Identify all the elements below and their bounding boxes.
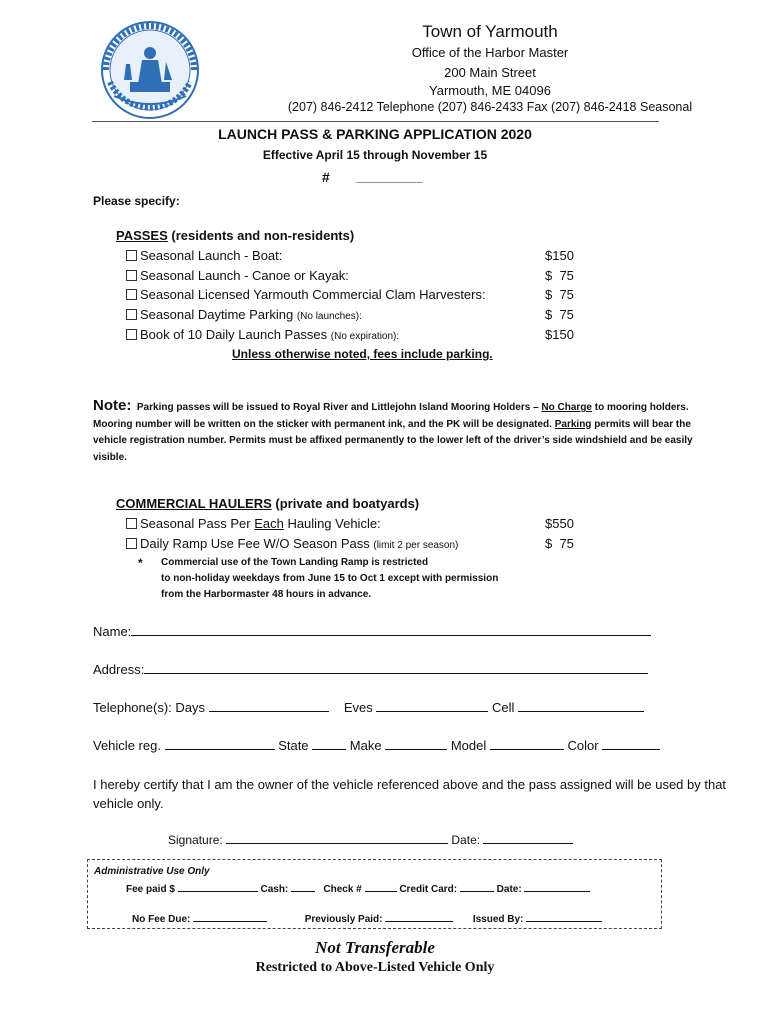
restriction-line-3: from the Harbormaster 48 hours in advance. xyxy=(161,589,372,600)
office-name: Office of the Harbor Master xyxy=(411,45,569,60)
haulers-heading-note: (private and boatyards) xyxy=(271,496,420,511)
address-label: Address: xyxy=(93,662,145,677)
checkbox[interactable] xyxy=(126,270,137,281)
pass-fee: $150 xyxy=(545,248,574,263)
passes-heading-note: (residents and non-residents) xyxy=(167,228,355,243)
passes-heading-label: PASSES xyxy=(116,228,168,243)
address-field[interactable] xyxy=(144,661,648,674)
hauler-option-daily[interactable] xyxy=(126,536,458,551)
note-text-2: to mooring holders. Mooring number will be written on the sticker with permanent ink, and the PK will be designated. xyxy=(93,402,689,430)
hauler-option-label-end: Hauling Vehicle: xyxy=(283,516,381,531)
note-label: Note: xyxy=(93,397,132,414)
checkbox[interactable] xyxy=(126,250,137,261)
pass-fee: $150 xyxy=(545,327,574,342)
pass-fee: $ 75 xyxy=(545,307,574,322)
make-label: Make xyxy=(349,738,382,753)
telephone-eves-field[interactable] xyxy=(376,699,488,712)
header-divider xyxy=(92,121,659,122)
form-title: LAUNCH PASS & PARKING APPLICATION 2020 xyxy=(218,126,532,142)
telephone-cell-field[interactable] xyxy=(518,699,644,712)
signature-row xyxy=(168,831,573,847)
pass-option-note: (No expiration): xyxy=(330,331,400,342)
checkbox[interactable] xyxy=(126,289,137,300)
pass-option-label: Seasonal Daytime Parking xyxy=(140,307,297,322)
note-text-3: permits will bear the vehicle registration number. Permits must be affixed permanently to the lower left of the driver’s side windshield and be easily visible. xyxy=(93,418,693,463)
pass-fee: $ 75 xyxy=(545,287,574,302)
pass-option-canoe-kayak[interactable] xyxy=(126,268,349,283)
hauler-fee: $ 75 xyxy=(545,536,574,551)
vehicle-row xyxy=(93,737,660,753)
date-label: Date: xyxy=(451,833,481,847)
permit-number-field[interactable]: __________ xyxy=(356,170,423,184)
effective-dates: Effective April 15 through November 15 xyxy=(262,148,488,162)
check-field[interactable] xyxy=(365,882,397,892)
checkbox[interactable] xyxy=(126,538,137,549)
town-name: Town of Yarmouth xyxy=(422,22,558,41)
state-label: State xyxy=(278,738,309,753)
date-field[interactable] xyxy=(483,831,573,844)
admin-date-field[interactable] xyxy=(524,882,590,892)
certification-statement: I hereby certify that I am the owner of the vehicle referenced above and the pass assigned will be used by that vehicle only. xyxy=(93,777,727,811)
phone-numbers: (207) 846-2412 Telephone (207) 846-2433 Fax (207) 846-2418 Seasonal xyxy=(287,100,693,114)
model-label: Model xyxy=(450,738,487,753)
permit-number-label: # xyxy=(322,169,330,185)
haulers-heading-label: COMMERCIAL HAULERS xyxy=(116,496,272,511)
passes-heading xyxy=(116,228,354,243)
signature-field[interactable] xyxy=(226,831,448,844)
checkbox[interactable] xyxy=(126,518,137,529)
restriction-asterisk: * xyxy=(138,556,143,570)
color-field[interactable] xyxy=(602,737,660,750)
pass-option-clam-harvesters[interactable] xyxy=(126,287,486,302)
fee-paid-field[interactable] xyxy=(178,882,258,892)
no-fee-field[interactable] xyxy=(193,912,267,922)
restriction-line-1: Commercial use of the Town Landing Ramp is restricted xyxy=(161,557,429,568)
fees-include-parking-note: Unless otherwise noted, fees include parking. xyxy=(232,347,493,361)
pass-option-note: (No launches): xyxy=(296,311,362,322)
vehicle-reg-label: Vehicle reg. xyxy=(93,738,161,753)
issued-by-field[interactable] xyxy=(526,912,602,922)
vehicle-reg-field[interactable] xyxy=(165,737,275,750)
restriction-line-2: to non-holiday weekdays from June 15 to Oct 1 except with permission xyxy=(161,573,499,584)
credit-card-field[interactable] xyxy=(460,882,494,892)
name-label: Name: xyxy=(93,624,132,639)
no-fee-label: No Fee Due: xyxy=(132,914,191,925)
note-parking: Parking xyxy=(554,418,592,430)
pass-option-boat[interactable] xyxy=(126,248,282,263)
hauler-option-seasonal[interactable] xyxy=(126,516,381,531)
pass-option-daytime-parking[interactable] xyxy=(126,307,362,322)
note-text-1: Parking passes will be issued to Royal River and Littlejohn Island Mooring Holders – xyxy=(136,402,542,413)
pass-option-label: Seasonal Launch - Boat: xyxy=(140,248,283,263)
color-label: Color xyxy=(567,738,599,753)
not-transferable-notice: Not Transferable xyxy=(315,938,435,957)
pass-fee: $ 75 xyxy=(545,268,574,283)
telephone-days-label: Telephone(s): Days xyxy=(93,700,205,715)
admin-row-1 xyxy=(126,882,590,895)
pass-option-label: Seasonal Licensed Yarmouth Commercial Clam Harvesters: xyxy=(140,287,486,302)
haulers-heading xyxy=(116,496,419,511)
credit-card-label: Credit Card: xyxy=(399,884,458,895)
admin-date-label: Date: xyxy=(496,884,522,895)
restricted-vehicle-notice: Restricted to Above-Listed Vehicle Only xyxy=(255,960,495,975)
please-specify-label: Please specify: xyxy=(93,194,180,208)
make-field[interactable] xyxy=(385,737,447,750)
hauler-option-each: Each xyxy=(254,516,284,531)
telephone-days-field[interactable] xyxy=(209,699,329,712)
cash-field[interactable] xyxy=(291,882,315,892)
hauler-fee: $550 xyxy=(545,516,574,531)
checkbox[interactable] xyxy=(126,329,137,340)
pass-option-label: Seasonal Launch - Canoe or Kayak: xyxy=(140,268,349,283)
city-address: Yarmouth, ME 04096 xyxy=(429,83,551,98)
checkbox[interactable] xyxy=(126,309,137,320)
name-row xyxy=(93,623,651,639)
state-field[interactable] xyxy=(312,737,346,750)
signature-label: Signature: xyxy=(168,833,223,847)
check-label: Check # xyxy=(323,884,362,895)
admin-use-box xyxy=(87,859,662,929)
hauler-option-note: (limit 2 per season) xyxy=(373,540,459,551)
issued-by-label: Issued By: xyxy=(472,914,524,925)
note-no-charge: No Charge xyxy=(541,402,592,413)
street-address: 200 Main Street xyxy=(444,65,536,80)
parking-note xyxy=(93,398,693,466)
telephone-eves-label: Eves xyxy=(343,700,373,715)
pass-option-daily-book[interactable] xyxy=(126,327,399,342)
admin-row-2 xyxy=(132,912,602,925)
telephone-row xyxy=(93,699,644,715)
hauler-option-label: Daily Ramp Use Fee W/O Season Pass xyxy=(140,536,374,551)
name-field[interactable] xyxy=(131,623,651,636)
admin-title: Administrative Use Only xyxy=(94,866,210,877)
telephone-cell-label: Cell xyxy=(492,700,515,715)
address-row xyxy=(93,661,648,677)
previously-paid-field[interactable] xyxy=(385,912,453,922)
previously-paid-label: Previously Paid: xyxy=(304,914,383,925)
cash-label: Cash: xyxy=(260,884,289,895)
pass-option-label: Book of 10 Daily Launch Passes xyxy=(140,327,331,342)
model-field[interactable] xyxy=(490,737,564,750)
hauler-option-label: Seasonal Pass Per xyxy=(140,516,255,531)
town-seal-logo xyxy=(100,20,200,120)
fee-paid-label: Fee paid $ xyxy=(126,884,175,895)
